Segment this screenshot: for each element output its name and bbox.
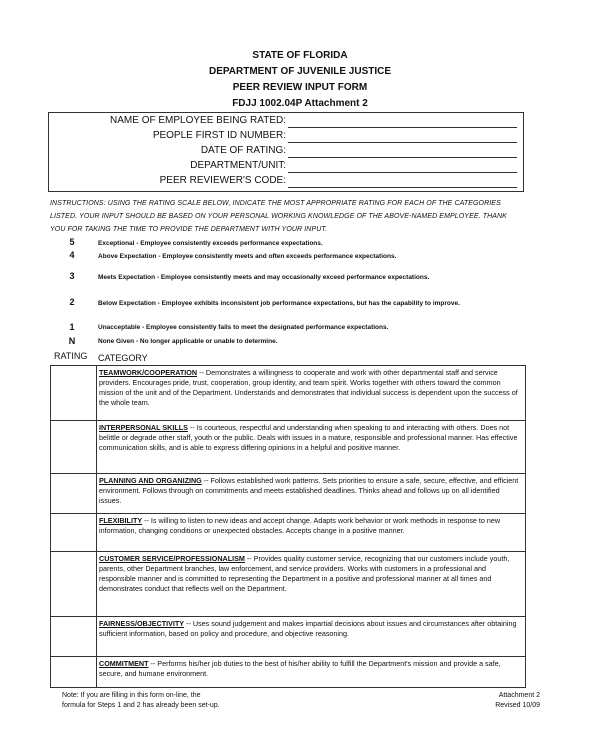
- department-title: DEPARTMENT OF JUVENILE JUSTICE: [208, 66, 392, 77]
- date-of-rating-row: [49, 144, 523, 159]
- scale-description: Above Expectation - Employee consistently meets and often exceeds performance expectations.: [98, 253, 397, 260]
- footer-note-line2: formula for Steps 1 and 2 has already been set-up.: [62, 702, 220, 709]
- category-description: -- Provides quality customer service, recognizing that our customers include youth, parents, other Department branches, law enforcement, and service providers. Works with customers in a professional and responsible manner and is committed to representing the Department in a positive and professional manner at all times and demonstrates conduct that reflects well on the Department.: [99, 554, 510, 593]
- scale-description: None Given - No longer applicable or unable to determine.: [98, 338, 278, 345]
- category-row-commitment: [51, 657, 525, 687]
- attachment-number: Attachment 2: [498, 692, 540, 699]
- category-description: -- Uses sound judgement and makes impartial decisions about issues and circumstances after obtaining sufficient information, based on policy and procedure, and objective reasoning.: [99, 619, 517, 638]
- peer-reviewer-code-label: PEER REVIEWER'S CODE:: [159, 175, 286, 186]
- category-name: INTERPERSONAL SKILLS: [99, 423, 188, 432]
- category-name: FLEXIBILITY: [99, 516, 143, 525]
- category-row-planning: [51, 474, 525, 514]
- scale-number: 4: [69, 250, 75, 260]
- footer-note-line1: Note: If you are filling in this form on-line, the: [62, 692, 201, 699]
- category-description: -- Is willing to listen to new ideas and accept change. Adapts work behavior or work methods in response to new information, changing conditions or unexpected obstacles. Accepts change in a positive manner.: [99, 516, 501, 535]
- scale-description: Below Expectation - Employee exhibits inconsistent job performance expectations, but has the capability to improve.: [98, 300, 460, 307]
- peer-reviewer-code-field[interactable]: [288, 174, 517, 188]
- employee-name-label: NAME OF EMPLOYEE BEING RATED:: [110, 115, 286, 126]
- rating-column-header: RATING: [54, 351, 88, 361]
- category-row-flexibility: [51, 514, 525, 552]
- form-title: PEER REVIEW INPUT FORM: [232, 82, 368, 93]
- people-first-id-row: [49, 129, 523, 144]
- people-first-id-field[interactable]: [288, 129, 517, 143]
- employee-name-row: [49, 114, 523, 129]
- department-unit-field[interactable]: [288, 159, 517, 173]
- category-description: -- Performs his/her job duties to the best of his/her ability to fulfill the Department's mission and provide a safe, secure, and humane environment.: [99, 659, 501, 678]
- category-name: PLANNING AND ORGANIZING: [99, 476, 202, 485]
- scale-number: 1: [69, 322, 75, 332]
- category-name: FAIRNESS/OBJECTIVITY: [99, 619, 185, 628]
- category-description: -- Demonstrates a willingness to cooperate and work with other departmental staff and service providers. Encourages pride, trust, cooperation, group identity, and team spirit. Works together with others toward the common mission of the unit and of the Department. Understands and demonstrates that individual success is dependent upon the success of the whole team.: [99, 368, 518, 407]
- category-table: [50, 365, 526, 688]
- category-row-teamwork: [51, 366, 525, 421]
- instructions-text: INSTRUCTIONS: USING THE RATING SCALE BELOW, INDICATE THE MOST APPROPRIATE RATING FOR EACH OF THE CATEGORIES LISTED. YOUR INPUT SHOULD BE BASED ON YOUR PERSONAL WORKING KNOWLEDGE OF THE ABOVE-NAMED EMPLOYEE. THANK YOU FOR TAKING THE TIME TO PROVIDE THE DEPARTMENT WITH YOUR INPUT.: [50, 200, 507, 233]
- category-description: -- Follows established work patterns. Sets priorities to ensure a safe, secure, effective, and efficient environment. Follows through on commitments and meets established deadlines. Thinks ahead and follows up on all identified issues.: [99, 476, 519, 505]
- date-of-rating-label: DATE OF RATING:: [200, 145, 286, 156]
- scale-number: 3: [69, 271, 75, 281]
- people-first-id-label: PEOPLE FIRST ID NUMBER:: [152, 130, 286, 141]
- attachment-label: [495, 691, 540, 711]
- category-row-customer-service: [51, 552, 525, 617]
- form-number: FDJJ 1002.04P Attachment 2: [232, 98, 368, 109]
- scale-number: N: [68, 336, 76, 346]
- date-of-rating-field[interactable]: [288, 144, 517, 158]
- scale-number: 5: [69, 237, 75, 247]
- category-name: COMMITMENT: [99, 659, 149, 668]
- category-column-header: CATEGORY: [98, 353, 148, 363]
- peer-reviewer-code-row: [49, 174, 523, 189]
- category-description: -- Is courteous, respectful and understanding when speaking to and interacting with others. Does not belittle or degrade other staff, youth or the public. Deals with issues in a mature, responsible and professional manner. Has effective communication skills, and is able to express differing opinions in a helpful and positive manner.: [99, 423, 518, 452]
- department-unit-row: [49, 159, 523, 174]
- revision-date: Revised 10/09: [495, 702, 540, 709]
- state-title: STATE OF FLORIDA: [252, 50, 348, 61]
- scale-description: Unacceptable - Employee consistently fails to meet the designated performance expectations.: [98, 324, 389, 331]
- scale-description: Meets Expectation - Employee consistently meets and may occasionally exceed performance expectations.: [98, 274, 430, 281]
- category-name: TEAMWORK/COOPERATION: [99, 368, 198, 377]
- employee-name-field[interactable]: [288, 114, 517, 128]
- category-row-fairness: [51, 617, 525, 657]
- scale-number: 2: [69, 297, 75, 307]
- scale-description: Exceptional - Employee consistently exceeds performance expectations.: [98, 240, 323, 247]
- category-name: CUSTOMER SERVICE/PROFESSIONALISM: [99, 554, 245, 563]
- footer-note: [62, 691, 322, 711]
- category-row-interpersonal: [51, 421, 525, 474]
- employee-info-box: [48, 112, 524, 192]
- department-unit-label: DEPARTMENT/UNIT:: [190, 160, 286, 171]
